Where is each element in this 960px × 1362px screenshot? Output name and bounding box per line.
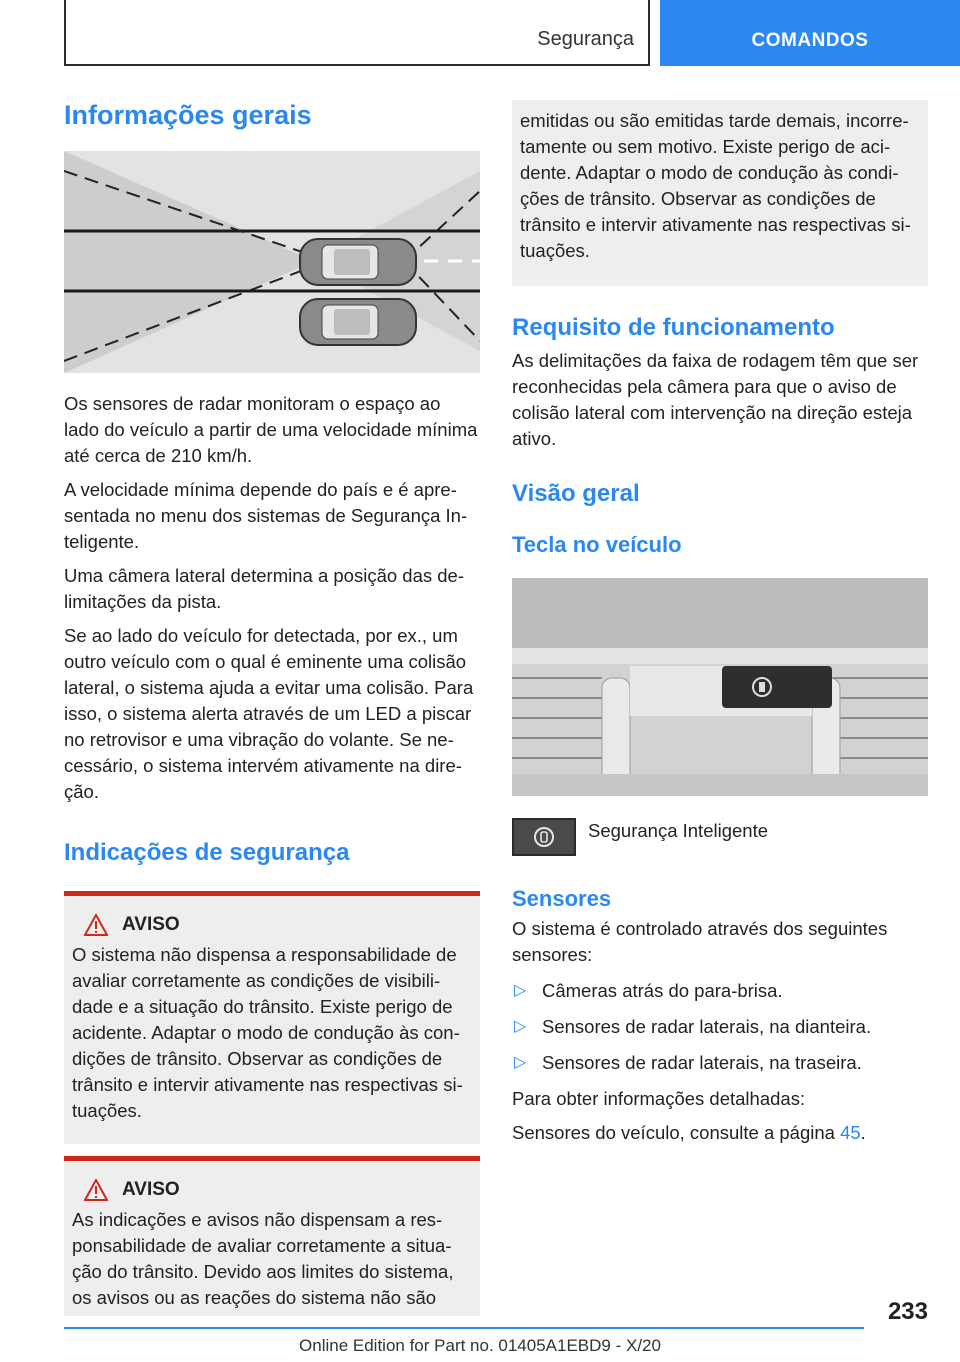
left-column xyxy=(64,100,480,1316)
triangle-bullet-icon: ▷ xyxy=(514,1018,527,1035)
button-legend xyxy=(512,818,928,856)
triangle-bullet-icon: ▷ xyxy=(514,982,527,999)
warning-box-continued xyxy=(512,100,928,286)
right-column xyxy=(512,100,928,1146)
triangle-bullet-icon: ▷ xyxy=(514,1054,527,1071)
page-number: 233 xyxy=(887,1298,928,1325)
warning-label: AVISO xyxy=(122,1179,180,1200)
reference-line: Sensores do veículo, consulte a página 45. xyxy=(512,1122,866,1143)
requirement-title: Requisito de funcionamento xyxy=(512,314,835,341)
dashboard-button-photo xyxy=(512,578,928,796)
overview-title: Visão geral xyxy=(512,480,640,507)
header-section-box xyxy=(64,0,650,66)
header-chapter-title: COMANDOS xyxy=(751,30,869,51)
sensors-title: Sensores xyxy=(512,886,612,911)
car-top xyxy=(300,239,416,285)
warning-label: AVISO xyxy=(122,914,180,935)
more-info-text: Para obter informações detalhadas: xyxy=(512,1088,806,1109)
sensors-list xyxy=(512,978,928,1076)
safety-shield-icon xyxy=(533,826,555,848)
page-reference-link[interactable]: 45 xyxy=(840,1122,861,1143)
sensors-intro: O sistema é controlado através dos seguintes sensores: xyxy=(512,918,888,965)
dashboard-svg xyxy=(512,578,928,796)
header-chapter-tab[interactable] xyxy=(660,0,960,66)
warning-box-2 xyxy=(64,1156,480,1316)
intelligent-safety-button[interactable] xyxy=(722,666,832,708)
header-section-title: Segurança xyxy=(537,28,634,50)
list-item: ▷ Câmeras atrás do para-brisa. xyxy=(512,978,928,1004)
warning-continued-text: emitidas ou são emitidas tarde demais, incorretamente ou sem motivo. Existe perigo de acidente. Adaptar o modo de condução às condições de trânsito. Observar as condições de trânsito e intervir ativamente nas respectivas situações. xyxy=(520,110,911,261)
warning-triangle-icon xyxy=(84,1179,108,1201)
edition-text: Online Edition for Part no. 01405A1EBD9 - X/20 xyxy=(299,1336,661,1355)
warning-box-1 xyxy=(64,891,480,1144)
button-label: Segurança Inteligente xyxy=(588,820,768,841)
warning-text: As indicações e avisos não dispensam a responsabilidade de avaliar corretamente a situação do trânsito. Devido aos limites do sistema, os avisos ou as reações do sistema não são xyxy=(72,1209,454,1308)
paragraph-min-speed: A velocidade mínima depende do país e é apresentada no menu dos sistemas de Segurança Inteligente. xyxy=(64,479,468,552)
warning-text: O sistema não dispensa a responsabilidade de avaliar corretamente as condições de visibilidade e a situação do trânsito. Existe perigo de acidente. Adaptar o modo de condução às condições de trânsito. Observar as condições de trânsito e intervir ativamente nas respectivas situações. xyxy=(72,944,463,1121)
paragraph-camera: Uma câmera lateral determina a posição das delimitações da pista. xyxy=(64,565,465,612)
paragraph-collision: Se ao lado do veículo for detectada, por ex., um outro veículo com o qual é eminente uma colisão lateral, o sistema ajuda a evitar uma colisão. Para isso, o sistema alerta através de um LED a piscar no retrovisor e uma vibração do volante. Se necessário, o sistema intervém ativamente na direção. xyxy=(64,625,474,802)
list-item: ▷ Sensores de radar laterais, na dianteira. xyxy=(512,1014,928,1040)
warning-triangle-icon xyxy=(84,914,108,936)
list-item: ▷ Sensores de radar laterais, na traseira. xyxy=(512,1050,928,1076)
paragraph-radar: Os sensores de radar monitoram o espaço ao lado do veículo a partir de uma velocidade mínima até cerca de 210 km/h. xyxy=(64,393,478,466)
intelligent-safety-button-icon xyxy=(512,818,576,856)
footer-divider xyxy=(64,1327,864,1329)
radar-illustration xyxy=(64,151,480,373)
safety-title: Indicações de segurança xyxy=(64,839,350,866)
radar-diagram-svg xyxy=(64,151,480,373)
requirement-text: As delimitações da faixa de rodagem têm que ser reconhecidas pela câmera para que o aviso de colisão lateral com intervenção na direção esteja ativo. xyxy=(512,350,919,449)
button-section-title: Tecla no veículo xyxy=(512,532,682,557)
car-bottom xyxy=(300,299,416,345)
general-info-title: Informações gerais xyxy=(64,100,312,130)
